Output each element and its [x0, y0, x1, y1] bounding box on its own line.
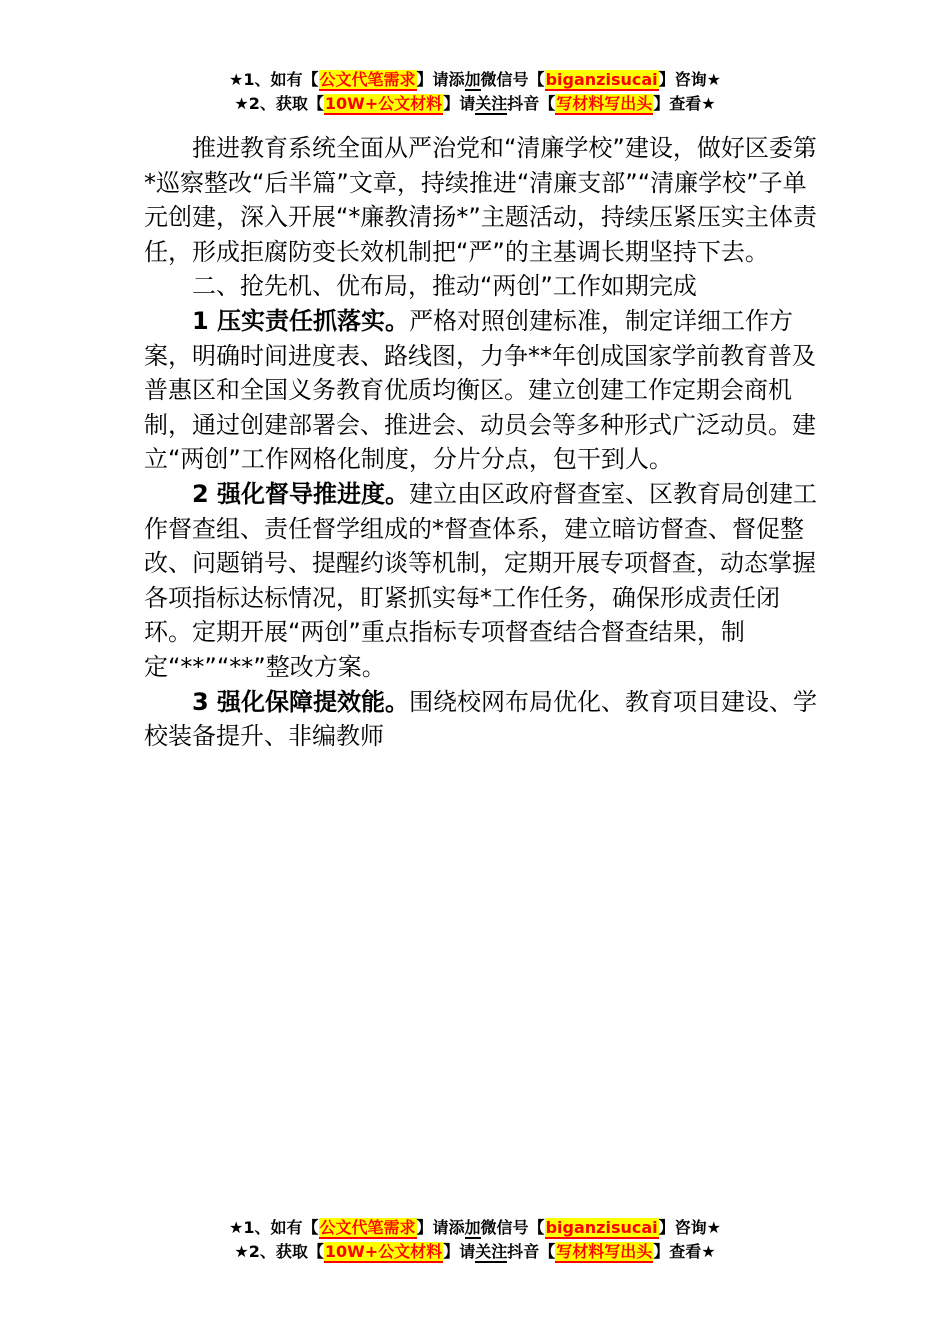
banner-text: 抖音【 [507, 1242, 556, 1261]
banner-text: ★2、获取【 [234, 1242, 324, 1261]
paragraph: 推进教育系统全面从严治党和“清廉学校”建设，做好区委第*巡察整改“后半篇”文章，持续推进“清廉支部”“清廉学校”子单元创建，深入开展“*廉教清扬*”主题活动，持续压紧压实主体责任，形成拒腐防变长效机制把“严”的主基调长期坚持下去。 [144, 134, 817, 266]
footer-banner [0, 1216, 950, 1264]
highlight-materials: 10W+公文材料 [324, 1242, 443, 1261]
highlight-wechat-id: biganzisucai [545, 1218, 658, 1237]
banner-line-2 [0, 1240, 950, 1264]
banner-text: ★1、如有【 [229, 70, 319, 89]
banner-text: 】咨询★ [658, 70, 721, 89]
item-title: 2 强化督导推进度。 [192, 479, 410, 508]
highlight-service: 公文代笔需求 [319, 70, 416, 89]
underlined-text: 加 [464, 1218, 481, 1237]
banner-text: ★1、如有【 [229, 1218, 319, 1237]
section-heading: 二、抢先机、优布局，推动“两创”工作如期完成 [192, 272, 697, 301]
banner-text: 】查看★ [653, 1242, 716, 1261]
underlined-text: 关注 [475, 94, 508, 113]
banner-text: 】查看★ [653, 94, 716, 113]
underlined-text: 加 [464, 70, 481, 89]
banner-text: ★2、获取【 [234, 94, 324, 113]
highlight-douyin-id: 写材料写出头 [556, 94, 653, 113]
item-title: 3 强化保障提效能。 [192, 687, 410, 716]
list-item [144, 477, 824, 685]
banner-text: 】请添 [416, 70, 465, 89]
banner-text: 抖音【 [507, 94, 556, 113]
banner-text: 】请 [443, 1242, 476, 1261]
banner-line-2 [0, 92, 950, 116]
document-body [144, 131, 824, 754]
item-text: 建立由区政府督查室、区教育局创建工作督查组、责任督学组成的*督查体系，建立暗访督查、督促整改、问题销号、提醒约谈等机制，定期开展专项督查，动态掌握各项指标达标情况，盯紧抓实每*工作任务，确保形成责任闭环。定期开展“两创”重点指标专项督查结合督查结果，制定“**”“**”整改方案。 [144, 479, 818, 681]
list-item [144, 685, 824, 754]
highlight-douyin-id: 写材料写出头 [556, 1242, 653, 1261]
item-title: 1 压实责任抓落实。 [192, 306, 410, 335]
list-item [144, 304, 824, 477]
header-banner [0, 68, 950, 116]
banner-text: 】咨询★ [658, 1218, 721, 1237]
highlight-materials: 10W+公文材料 [324, 94, 443, 113]
item-text: 严格对照创建标准，制定详细工作方案，明确时间进度表、路线图，力争**年创成国家学前教育普及普惠区和全国义务教育优质均衡区。建立创建工作定期会商机制，通过创建部署会、推进会、动员会等多种形式广泛动员。建立“两创”工作网格化制度，分片分点，包干到人。 [144, 306, 816, 474]
banner-line-1 [0, 1216, 950, 1240]
highlight-service: 公文代笔需求 [319, 1218, 416, 1237]
banner-text: 微信号【 [480, 70, 545, 89]
banner-line-1 [0, 68, 950, 92]
underlined-text: 关注 [475, 1242, 508, 1261]
item-text: 围绕校网布局优化、教育项目建设、学校装备提升、非编教师 [144, 687, 818, 751]
banner-text: 】请 [443, 94, 476, 113]
banner-text: 微信号【 [480, 1218, 545, 1237]
banner-text: 】请添 [416, 1218, 465, 1237]
highlight-wechat-id: biganzisucai [545, 70, 658, 89]
